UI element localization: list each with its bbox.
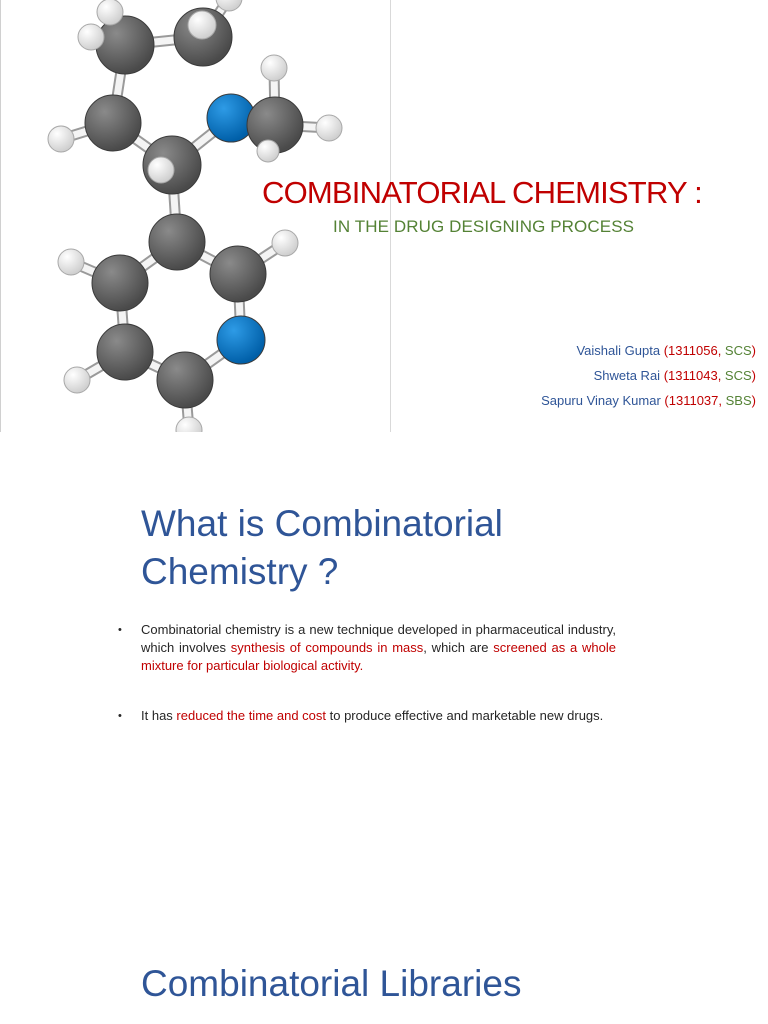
bullet-text: Combinatorial chemistry is a new technique developed in pharmaceutical industry, which involves (141, 622, 616, 655)
hydrogen-atom (188, 11, 216, 39)
carbon-atom (157, 352, 213, 408)
hydrogen-atom (272, 230, 298, 256)
bullet-icon: • (118, 710, 122, 722)
hydrogen-atom (316, 115, 342, 141)
separator: , (718, 393, 726, 408)
hydrogen-atom (148, 157, 174, 183)
paren-open: ( (663, 368, 669, 383)
bullet-text: , which are (423, 640, 494, 655)
bullet-list (118, 621, 616, 725)
author-line (541, 388, 756, 413)
title-slide (0, 0, 768, 432)
separator: , (717, 368, 725, 383)
author-line (541, 363, 756, 388)
bullet-text: to produce effective and marketable new drugs. (326, 708, 604, 723)
bullet-highlight: screened as a whole mixture for particular biological activity. (141, 640, 616, 673)
author-id: 1311037 (668, 393, 719, 408)
molecule-image (0, 0, 390, 432)
slide-title: COMBINATORIAL CHEMISTRY : (262, 175, 702, 210)
separator: , (717, 343, 725, 358)
author-name: Vaishali Gupta (576, 343, 661, 358)
paren-open: ( (664, 393, 669, 408)
author-list (541, 338, 756, 413)
paren-close: ) (751, 393, 756, 408)
carbon-atom (149, 214, 205, 270)
bullet-highlight: reduced the time and cost (176, 708, 327, 723)
next-slide-heading: Combinatorial Libraries (141, 963, 522, 1004)
hydrogen-atom (48, 126, 74, 152)
hydrogen-atom (64, 367, 90, 393)
bullet-item (118, 707, 616, 725)
carbon-atom (96, 16, 154, 74)
author-school: SBS (725, 393, 752, 408)
carbon-atom (210, 246, 266, 302)
nitrogen-atom (217, 316, 265, 364)
carbon-atom (97, 324, 153, 380)
image-divider (390, 0, 391, 432)
content-slide (0, 432, 768, 1024)
slide-subtitle: IN THE DRUG DESIGNING PROCESS (333, 217, 635, 236)
author-name: Sapuru Vinay Kumar (541, 393, 661, 408)
author-name: Shweta Rai (593, 368, 661, 383)
author-id: 1311043 (668, 368, 718, 383)
paren-open: ( (663, 343, 669, 358)
author-line (541, 338, 756, 363)
hydrogen-atom (261, 55, 287, 81)
carbon-atom (92, 255, 148, 311)
hydrogen-atom (257, 140, 279, 162)
hydrogen-atom (78, 24, 104, 50)
author-id: 1311056 (668, 343, 718, 358)
hydrogen-atom (58, 249, 84, 275)
author-school: SCS (724, 343, 752, 358)
paren-close: ) (751, 368, 756, 383)
hydrogen-atom (97, 0, 123, 25)
bullet-icon: • (118, 624, 122, 636)
bullet-highlight: synthesis of compounds in mass (230, 640, 424, 655)
section-heading: What is Combinatorial Chemistry ? (141, 503, 503, 592)
paren-close: ) (751, 343, 756, 358)
hydrogen-atom (176, 417, 202, 432)
author-school: SCS (724, 368, 752, 383)
bullet-item (118, 621, 616, 675)
carbon-atom (85, 95, 141, 151)
bullet-text: It has (141, 708, 177, 723)
